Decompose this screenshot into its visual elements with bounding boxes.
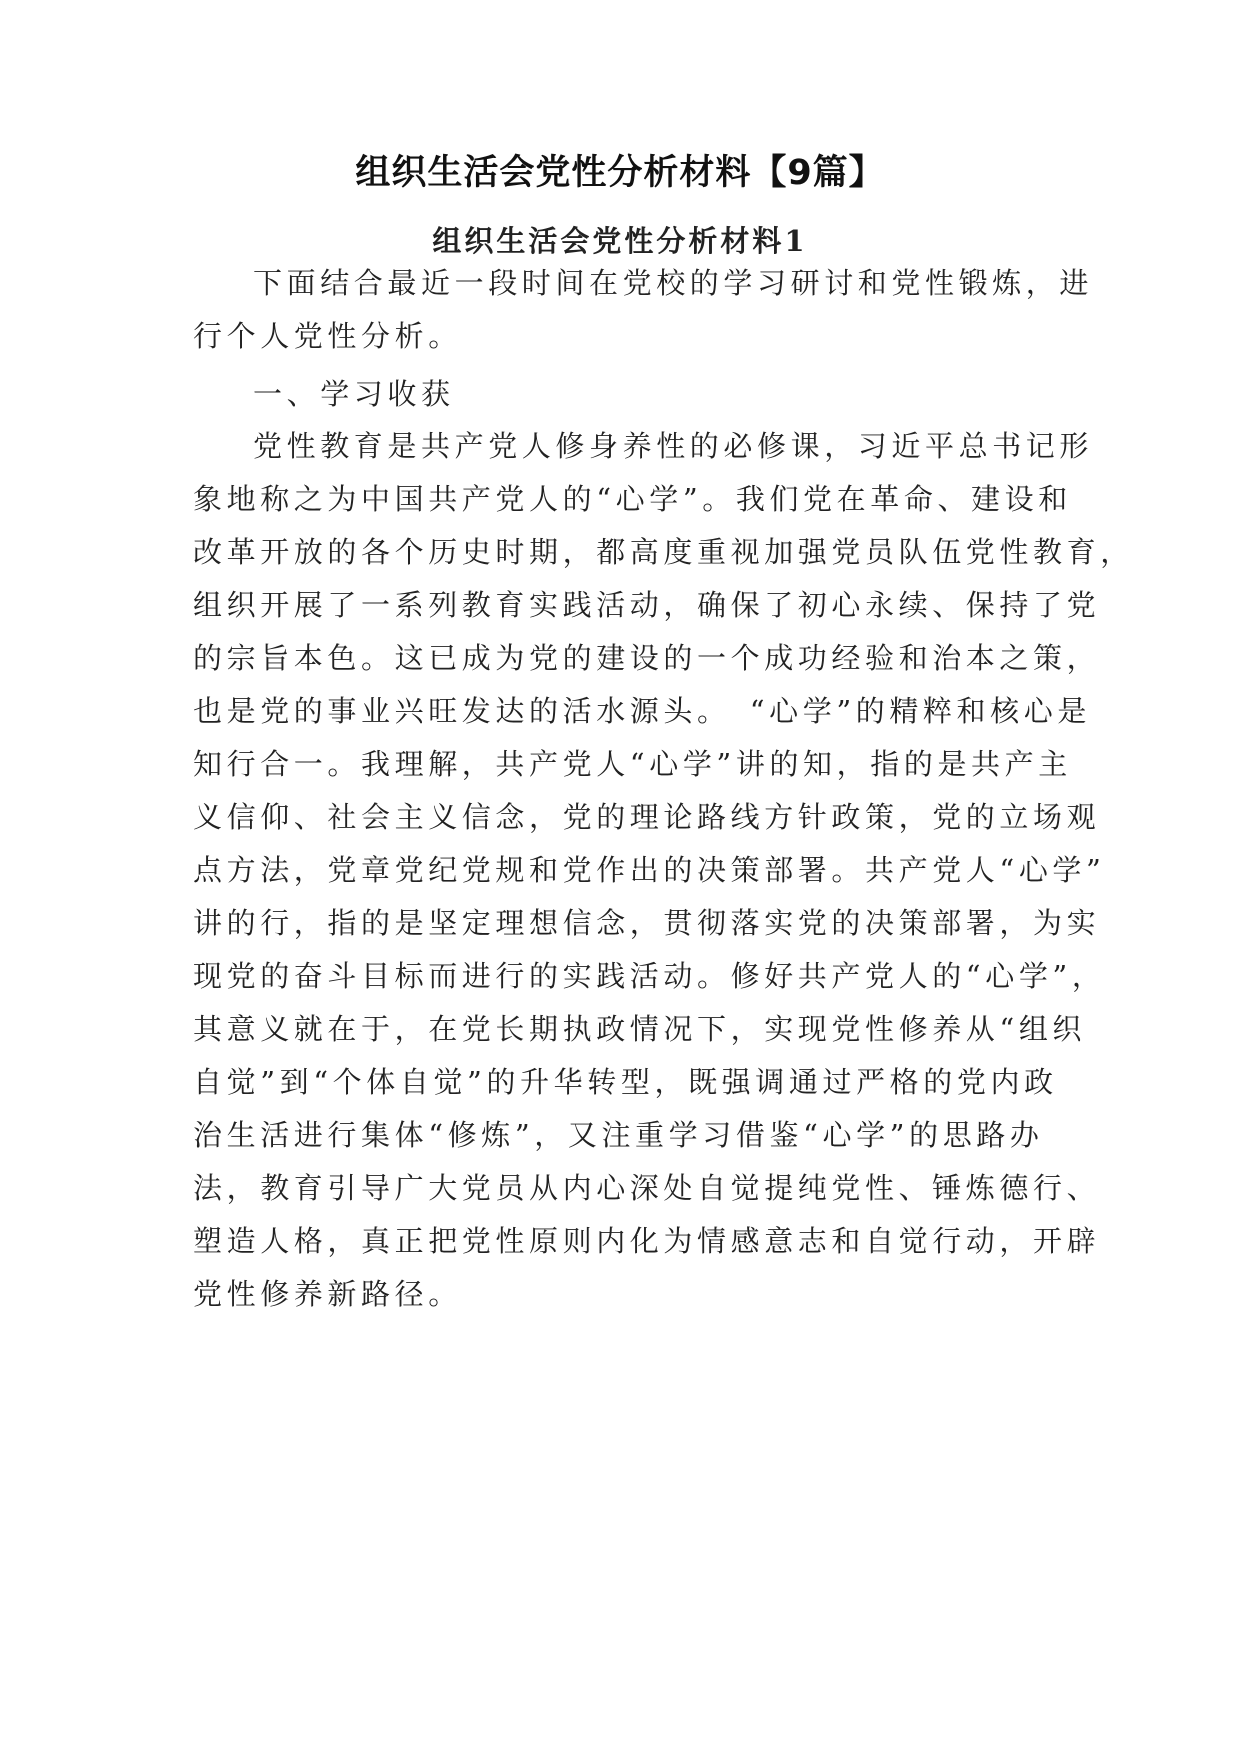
body-line: 象地称之为中国共产党人的“心学”。我们党在革命、建设和 [193, 482, 1072, 516]
intro-line: 行个人党性分析。 [193, 319, 462, 353]
body-line: 自觉”到“个体自觉”的升华转型，既强调通过严格的党内政 [193, 1065, 1058, 1099]
body-line: 党性修养新路径。 [193, 1277, 462, 1311]
body-line: 治生活进行集体“修炼”，又注重学习借鉴“心学”的思路办 [193, 1118, 1044, 1152]
body-line: 的宗旨本色。这已成为党的建设的一个成功经验和治本之策， [193, 641, 1101, 675]
body-line: 点方法，党章党纪党规和党作出的决策部署。共产党人“心学” [193, 853, 1106, 887]
intro-line: 下面结合最近一段时间在党校的学习研讨和党性锻炼，进 [253, 266, 1094, 300]
body-line: 也是党的事业兴旺发达的活水源头。 “心学”的精粹和核心是 [193, 694, 1091, 728]
body-line: 其意义就在于，在党长期执政情况下，实现党性修养从“组织 [193, 1012, 1087, 1046]
body-line: 法，教育引导广大党员从内心深处自觉提纯党性、锤炼德行、 [193, 1171, 1101, 1205]
body-line: 讲的行，指的是坚定理想信念，贯彻落实党的决策部署，为实 [193, 906, 1101, 940]
body-line: 义信仰、社会主义信念，党的理论路线方针政策，党的立场观 [193, 800, 1101, 834]
body-line: 知行合一。我理解，共产党人“心学”讲的知，指的是共产主 [193, 747, 1072, 781]
section-heading [193, 368, 1053, 421]
document-subtitle: 组织生活会党性分析材料1 [432, 224, 808, 258]
body-line: 组织开展了一系列教育实践活动，确保了初心永续、保持了党 [193, 588, 1101, 622]
intro-paragraph [193, 257, 1094, 363]
body-line: 改革开放的各个历史时期，都高度重视加强党员队伍党性教育， [193, 535, 1134, 569]
body-line: 党性教育是共产党人修身养性的必修课，习近平总书记形 [253, 429, 1094, 463]
body-line: 塑造人格，真正把党性原则内化为情感意志和自觉行动，开辟 [193, 1224, 1101, 1258]
body-paragraph [193, 420, 1134, 1321]
section-heading-text: 一、学习收获 [253, 377, 455, 411]
document-title: 组织生活会党性分析材料【9篇】 [355, 153, 885, 193]
body-line: 现党的奋斗目标而进行的实践活动。修好共产党人的“心学”， [193, 959, 1106, 993]
